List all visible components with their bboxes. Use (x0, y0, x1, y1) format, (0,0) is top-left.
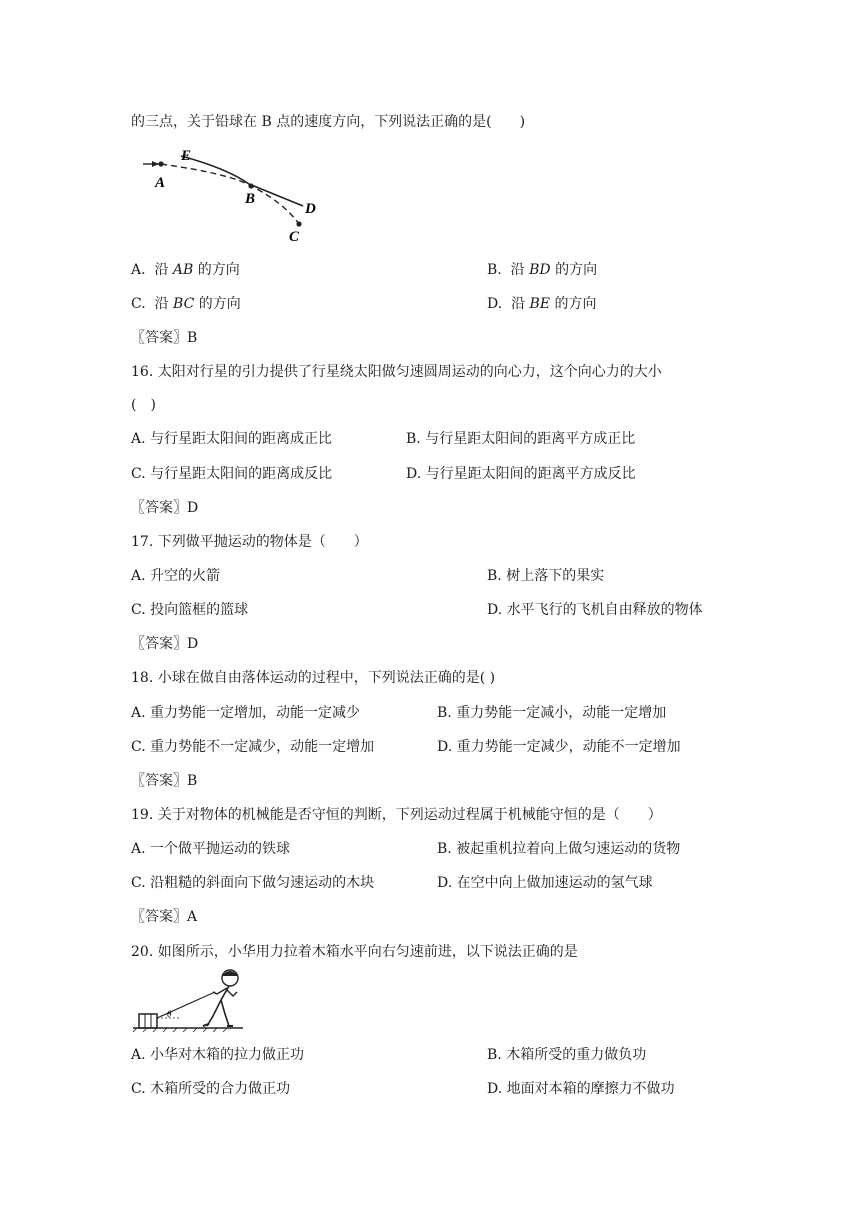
q19-stem: 19. 关于对物体的机械能是否守恒的判断，下列运动过程属于机械能守恒的是（ ） (131, 807, 662, 823)
q20-stem: 20. 如图所示，小华用力拉着木箱水平向右匀速前进，以下说法正确的是 (131, 944, 578, 960)
q17-option-c: C. 投向篮框的篮球 (131, 602, 249, 618)
q17-option-a: A. 升空的火箭 (131, 568, 221, 584)
q18-stem: 18. 小球在做自由落体运动的过程中，下列说法正确的是( ) (131, 670, 496, 686)
q16-option-c: C. 与行星距太阳间的距离成反比 (131, 466, 333, 482)
trajectory-diagram (131, 140, 336, 248)
point-label-b: B (245, 191, 256, 207)
angle-label-theta: θ (167, 1009, 172, 1019)
q18-option-d: D. 重力势能一定减少，动能不一定增加 (437, 739, 681, 755)
q15-stem: 的三点，关于铅球在 B 点的速度方向，下列说法正确的是( ) (131, 114, 526, 130)
q16-option-d: D. 与行星距太阳间的距离平方成反比 (406, 466, 636, 482)
q18-option-b: B. 重力势能一定减小，动能一定增加 (437, 705, 667, 721)
pulling-box-figure (133, 966, 253, 1032)
point-label-c: C (289, 229, 300, 245)
q17-option-b: B. 树上落下的果实 (487, 568, 605, 584)
q17-option-d: D. 水平飞行的飞机自由释放的物体 (487, 602, 703, 618)
q15-option-b: B. 沿 BD 的方向 (487, 262, 598, 278)
q20-option-c: C. 木箱所受的合力做正功 (131, 1081, 291, 1097)
q18-option-a: A. 重力势能一定增加，动能一定减少 (131, 705, 361, 721)
q20-option-b: B. 木箱所受的重力做负功 (487, 1047, 647, 1063)
q16-stem: 16. 太阳对行星的引力提供了行星绕太阳做匀速圆周运动的向心力，这个向心力的大小 (131, 364, 662, 380)
q20-option-d: D. 地面对本箱的摩擦力不做功 (487, 1081, 675, 1097)
q19-answer: 〖答案〗A (131, 909, 198, 925)
q17-stem: 17. 下列做平抛运动的物体是（ ） (131, 534, 368, 550)
q15-option-a: A. 沿 AB 的方向 (131, 262, 240, 278)
q19-option-b: B. 被起重机拉着向上做匀速运动的货物 (437, 841, 681, 857)
q16-answer: 〖答案〗D (131, 500, 199, 516)
q19-option-a: A. 一个做平抛运动的铁球 (131, 841, 291, 857)
q15-option-c: C. 沿 BC 的方向 (131, 296, 241, 312)
point-label-e: E (181, 148, 192, 164)
q19-option-c: C. 沿粗糙的斜面向下做匀速运动的木块 (131, 875, 375, 891)
q17-answer: 〖答案〗D (131, 636, 199, 652)
q16-option-a: A. 与行星距太阳间的距离成正比 (131, 431, 333, 447)
q18-answer: 〖答案〗B (131, 773, 198, 789)
point-label-a: A (155, 175, 166, 191)
q15-option-d: D. 沿 BE 的方向 (487, 296, 597, 312)
q15-answer: 〖答案〗B (131, 330, 198, 346)
q18-option-c: C. 重力势能不一定减少，动能一定增加 (131, 739, 375, 755)
q16-option-b: B. 与行星距太阳间的距离平方成正比 (406, 431, 636, 447)
point-label-d: D (305, 201, 316, 217)
q19-option-d: D. 在空中向上做加速运动的氢气球 (437, 875, 653, 891)
q20-option-a: A. 小华对木箱的拉力做正功 (131, 1047, 305, 1063)
q16-stem-cont: ( ) (131, 397, 156, 413)
